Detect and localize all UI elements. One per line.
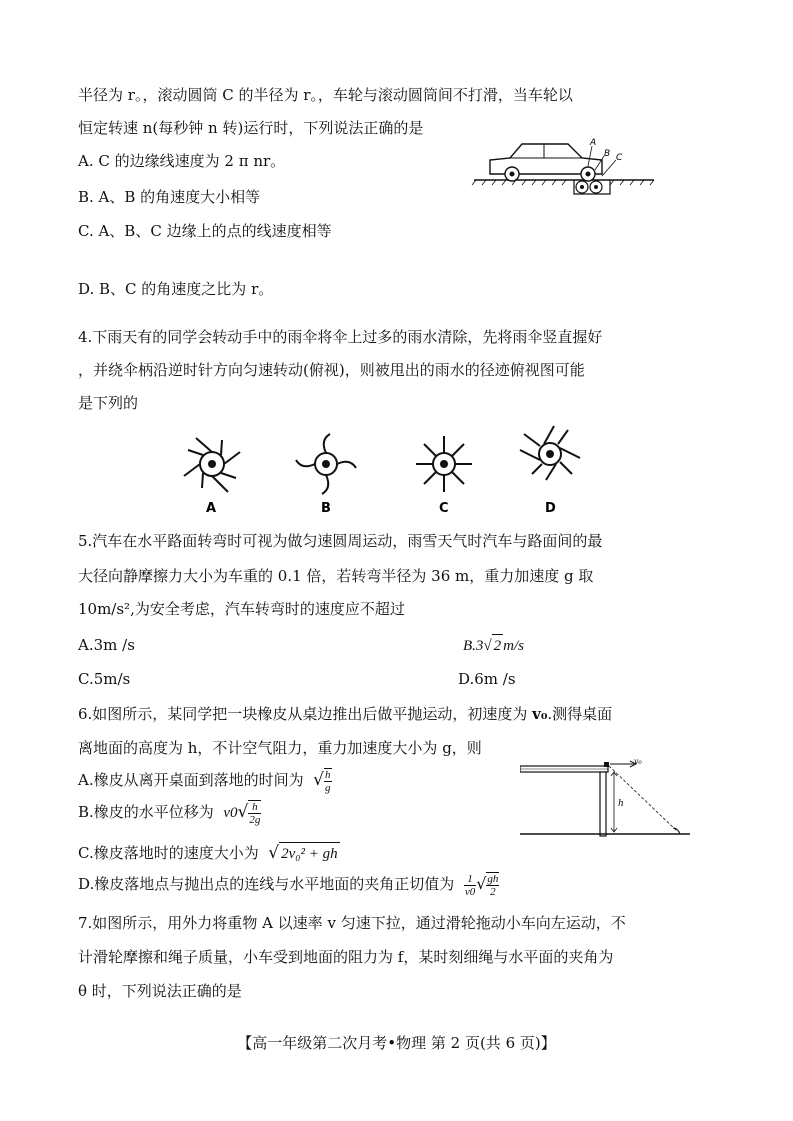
q5-line-3: 10m/s²,为安全考虑，汽车转弯时的速度应不超过 (78, 600, 405, 618)
q3-option-d: D. B、C 的角速度之比为 r。 (78, 280, 274, 298)
q6-line-1a: 6.如图所示，某同学把一块橡皮从桌边推出后做平抛运动，初速度为 (78, 705, 528, 723)
fig-v0: v₀ (634, 758, 642, 766)
fig-h: h (618, 799, 624, 809)
q7-line-2: 计滑轮摩擦和绳子质量，小车受到地面的阻力为 f，某时刻细绳与水平面的夹角为 (78, 948, 614, 966)
q5-line-1: 5.汽车在水平路面转弯时可视为做匀速圆周运动，雨雪天气时汽车与路面间的最 (78, 532, 603, 550)
q5-option-b: B.3√ 2 m/s (463, 634, 524, 657)
q6-b-v: v0 (223, 805, 238, 821)
q6-b-text: B.橡皮的水平位移为 (78, 803, 214, 821)
umbrella-figure-a (178, 430, 248, 516)
q6-option-c: C.橡皮落地时的速度大小为 √ 2v₀² + gh (78, 843, 338, 863)
q6-option-d: D.橡皮落地点与抛出点的连线与水平地面的夹角正切值为 $\frac{1}{v0}$ √ $\frac{gh}{2}$ (78, 872, 499, 898)
q6-line-1b: .测得桌面 (547, 705, 613, 723)
q6-v0: v₀ (532, 705, 548, 723)
q7-line-1: 7.如图所示，用外力将重物 A 以速率 v 匀速下拉，通过滑轮拖动小车向左运动，不 (78, 914, 626, 932)
q6-d-text: D.橡皮落地点与抛出点的连线与水平地面的夹角正切值为 (78, 875, 455, 893)
q3-option-a: A. C 的边缘线速度为 2 π nr。 (78, 152, 286, 170)
q5-line-2: 大径向静摩擦力大小为车重的 0.1 倍，若转弯半径为 36 m，重力加速度 g 取 (78, 567, 594, 585)
q6-a-fraction (324, 768, 332, 794)
q6-option-b: B.橡皮的水平位移为 v0√ $\frac{h}{2g}$ (78, 801, 261, 826)
q3-option-b: B. A、B 的角速度大小相等 (78, 188, 261, 206)
q6-a-den: g (325, 782, 331, 794)
q5-option-d: D.6m /s (458, 670, 516, 688)
q6-a-text: A.橡皮从离开桌面到落地的时间为 (78, 771, 304, 789)
q6-option-a: A.橡皮从离开桌面到落地的时间为 √ $\frac{h}{g}$ (78, 769, 331, 794)
fig-label-b: B (604, 149, 611, 159)
q6-d-den-2: 2 (490, 886, 496, 898)
q6-c-expr: 2v₀² + gh (279, 842, 340, 865)
q5-option-c: C.5m/s (78, 670, 131, 688)
q6-d-fraction (464, 873, 476, 898)
fig-label-d: D (545, 501, 556, 516)
q7-line-3: θ 时，下列说法正确的是 (78, 982, 242, 1000)
fig-label-a: A (206, 501, 217, 516)
fig-label-a: A (590, 138, 597, 148)
q6-b-den: 2g (249, 814, 261, 826)
q6-c-text: C.橡皮落地时的速度大小为 (78, 844, 259, 862)
fig-label-c: C (616, 153, 623, 163)
q6-b-num: h (248, 801, 261, 814)
q5-b-unit: m/s (503, 638, 524, 654)
q4-line-3: 是下列的 (78, 394, 139, 412)
q5-b-prefix: B.3 (463, 638, 484, 654)
table-projectile-figure (520, 758, 690, 842)
page-footer: 【高一年级第二次月考•物理 第 2 页(共 6 页)】 (237, 1034, 556, 1052)
q6-d-fraction-2 (486, 872, 499, 898)
umbrella-figure-d (514, 418, 594, 516)
q6-b-fraction (248, 800, 261, 826)
fig-label-c: C (439, 501, 449, 516)
fig-label-b: B (321, 501, 331, 516)
car-roller-figure (470, 136, 660, 198)
q3-option-c: C. A、B、C 边缘上的点的线速度相等 (78, 222, 332, 240)
q6-line-1 (78, 703, 612, 725)
q4-line-1: 4.下雨天有的同学会转动手中的雨伞将伞上过多的雨水清除，先将雨伞竖直握好 (78, 328, 603, 346)
q5-b-radicand: 2 (492, 634, 504, 657)
umbrella-figure-b (290, 430, 366, 516)
umbrella-figure-c (408, 430, 484, 516)
q4-line-2: ，并绕伞柄沿逆时针方向匀速转动(俯视)，则被甩出的雨水的径迹俯视图可能 (78, 361, 585, 379)
q6-d-den: v0 (464, 885, 476, 898)
intro-line-2: 恒定转速 n(每秒钟 n 转)运行时，下列说法正确的是 (78, 119, 424, 137)
q6-line-2: 离地面的高度为 h，不计空气阻力，重力加速度大小为 g，则 (78, 739, 482, 757)
q6-d-num-2: gh (487, 873, 499, 885)
q6-d-num: 1 (464, 873, 476, 886)
q6-a-num: h (325, 769, 331, 781)
intro-line-1: 半径为 r。，滚动圆筒 C 的半径为 r。，车轮与滚动圆筒间不打滑，当车轮以 (78, 86, 573, 104)
q5-option-a: A.3m /s (78, 636, 135, 654)
